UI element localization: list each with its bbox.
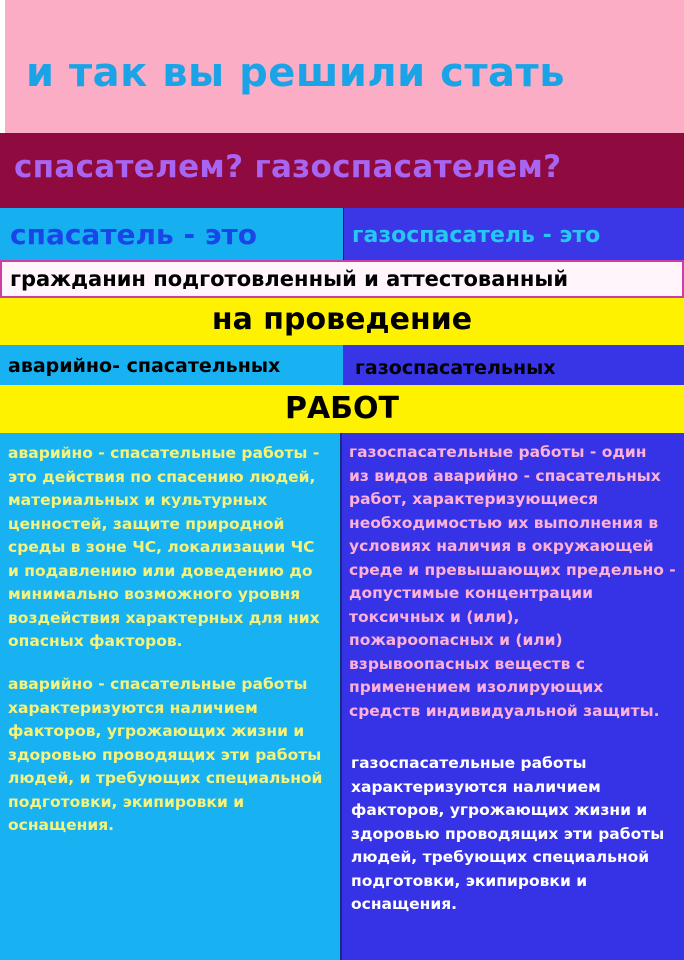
title-line-2: спасателем? газоспасателем? (14, 149, 562, 185)
text-line: воздействия характерных для них (8, 608, 320, 627)
heading-divider (343, 208, 344, 260)
banner-edge (0, 0, 5, 133)
rescue-kind-text: аварийно- спасательных (8, 355, 281, 377)
text-line: аварийно - спасательные работы - (8, 444, 320, 462)
text-line: среде и превышающих предельно - (349, 560, 676, 579)
works-text: РАБОТ (284, 391, 400, 426)
text-line: материальных и культурных (8, 491, 268, 509)
citizen-banner (0, 260, 684, 298)
text-line: характеризуются наличием (8, 698, 258, 717)
gas-rescuer-heading-box (344, 208, 684, 260)
text-line: условиях наличия в окружающей (349, 537, 654, 555)
conducting-banner (0, 298, 684, 345)
text-line: здоровью проводящих эти работы (8, 745, 322, 764)
text-line: оснащения. (351, 895, 458, 913)
text-line: минимально возможного уровня (8, 585, 301, 603)
text-line: средств индивидуальной защиты. (349, 701, 660, 720)
rescue-kind-box (0, 345, 343, 385)
text-line: аварийно - спасательные работы (8, 675, 308, 693)
text-line: людей, требующих специальной (351, 848, 650, 866)
rescuer-heading: спасатель - это (10, 218, 257, 251)
text-line: это действия по спасению людей, (8, 467, 316, 486)
rescuer-heading-box (0, 208, 343, 260)
text-line: среды в зоне ЧС, локализации ЧС (8, 538, 315, 556)
text-line: пожароопасных и (или) (349, 631, 563, 649)
text-line: опасных факторов. (8, 632, 183, 650)
rescue-works-characteristics (8, 673, 340, 838)
text-line: из видов аварийно - спасательных (349, 466, 661, 485)
text-line: взрывоопасных веществ с (349, 654, 586, 673)
column-divider (340, 433, 342, 960)
gas-rescue-works-characteristics (351, 752, 679, 917)
question-banner (0, 133, 684, 208)
citizen-text: гражданин подготовленный и аттестованный (10, 267, 569, 291)
text-line: подготовки, экипировки и (8, 792, 245, 811)
text-line: допустимые концентрации (349, 584, 593, 602)
text-line: газоспасательные работы (351, 754, 587, 772)
text-line: ценностей, защите природной (8, 514, 285, 533)
text-line: факторов, угрожающих жизни и (8, 722, 305, 740)
text-line: оснащения. (8, 816, 115, 834)
text-line: подготовки, экипировки и (351, 871, 588, 890)
gas-rescue-works-definition (349, 441, 681, 723)
rescue-works-definition (8, 442, 340, 654)
gas-rescue-kind-box (343, 345, 684, 385)
text-line: работ, характеризующиеся (349, 490, 599, 508)
gas-rescue-kind-text: газоспасательных (355, 357, 556, 379)
text-line: и подавлению или доведению до (8, 561, 313, 580)
text-line: людей, и требующих специальной (8, 769, 323, 787)
title-banner (0, 0, 684, 133)
works-banner (0, 385, 684, 433)
conducting-text: на проведение (211, 302, 473, 337)
text-line: применением изолирующих (349, 678, 604, 696)
text-line: необходимостью их выполнения в (349, 513, 659, 532)
text-line: здоровью проводящих эти работы (351, 824, 665, 843)
text-line: токсичных и (или), (349, 607, 520, 626)
text-line: газоспасательные работы - один (349, 443, 647, 461)
text-line: факторов, угрожающих жизни и (351, 801, 648, 819)
title-line-1: и так вы решили стать (26, 50, 565, 96)
text-line: характеризуются наличием (351, 777, 601, 796)
gas-rescuer-heading: газоспасатель - это (352, 223, 601, 248)
